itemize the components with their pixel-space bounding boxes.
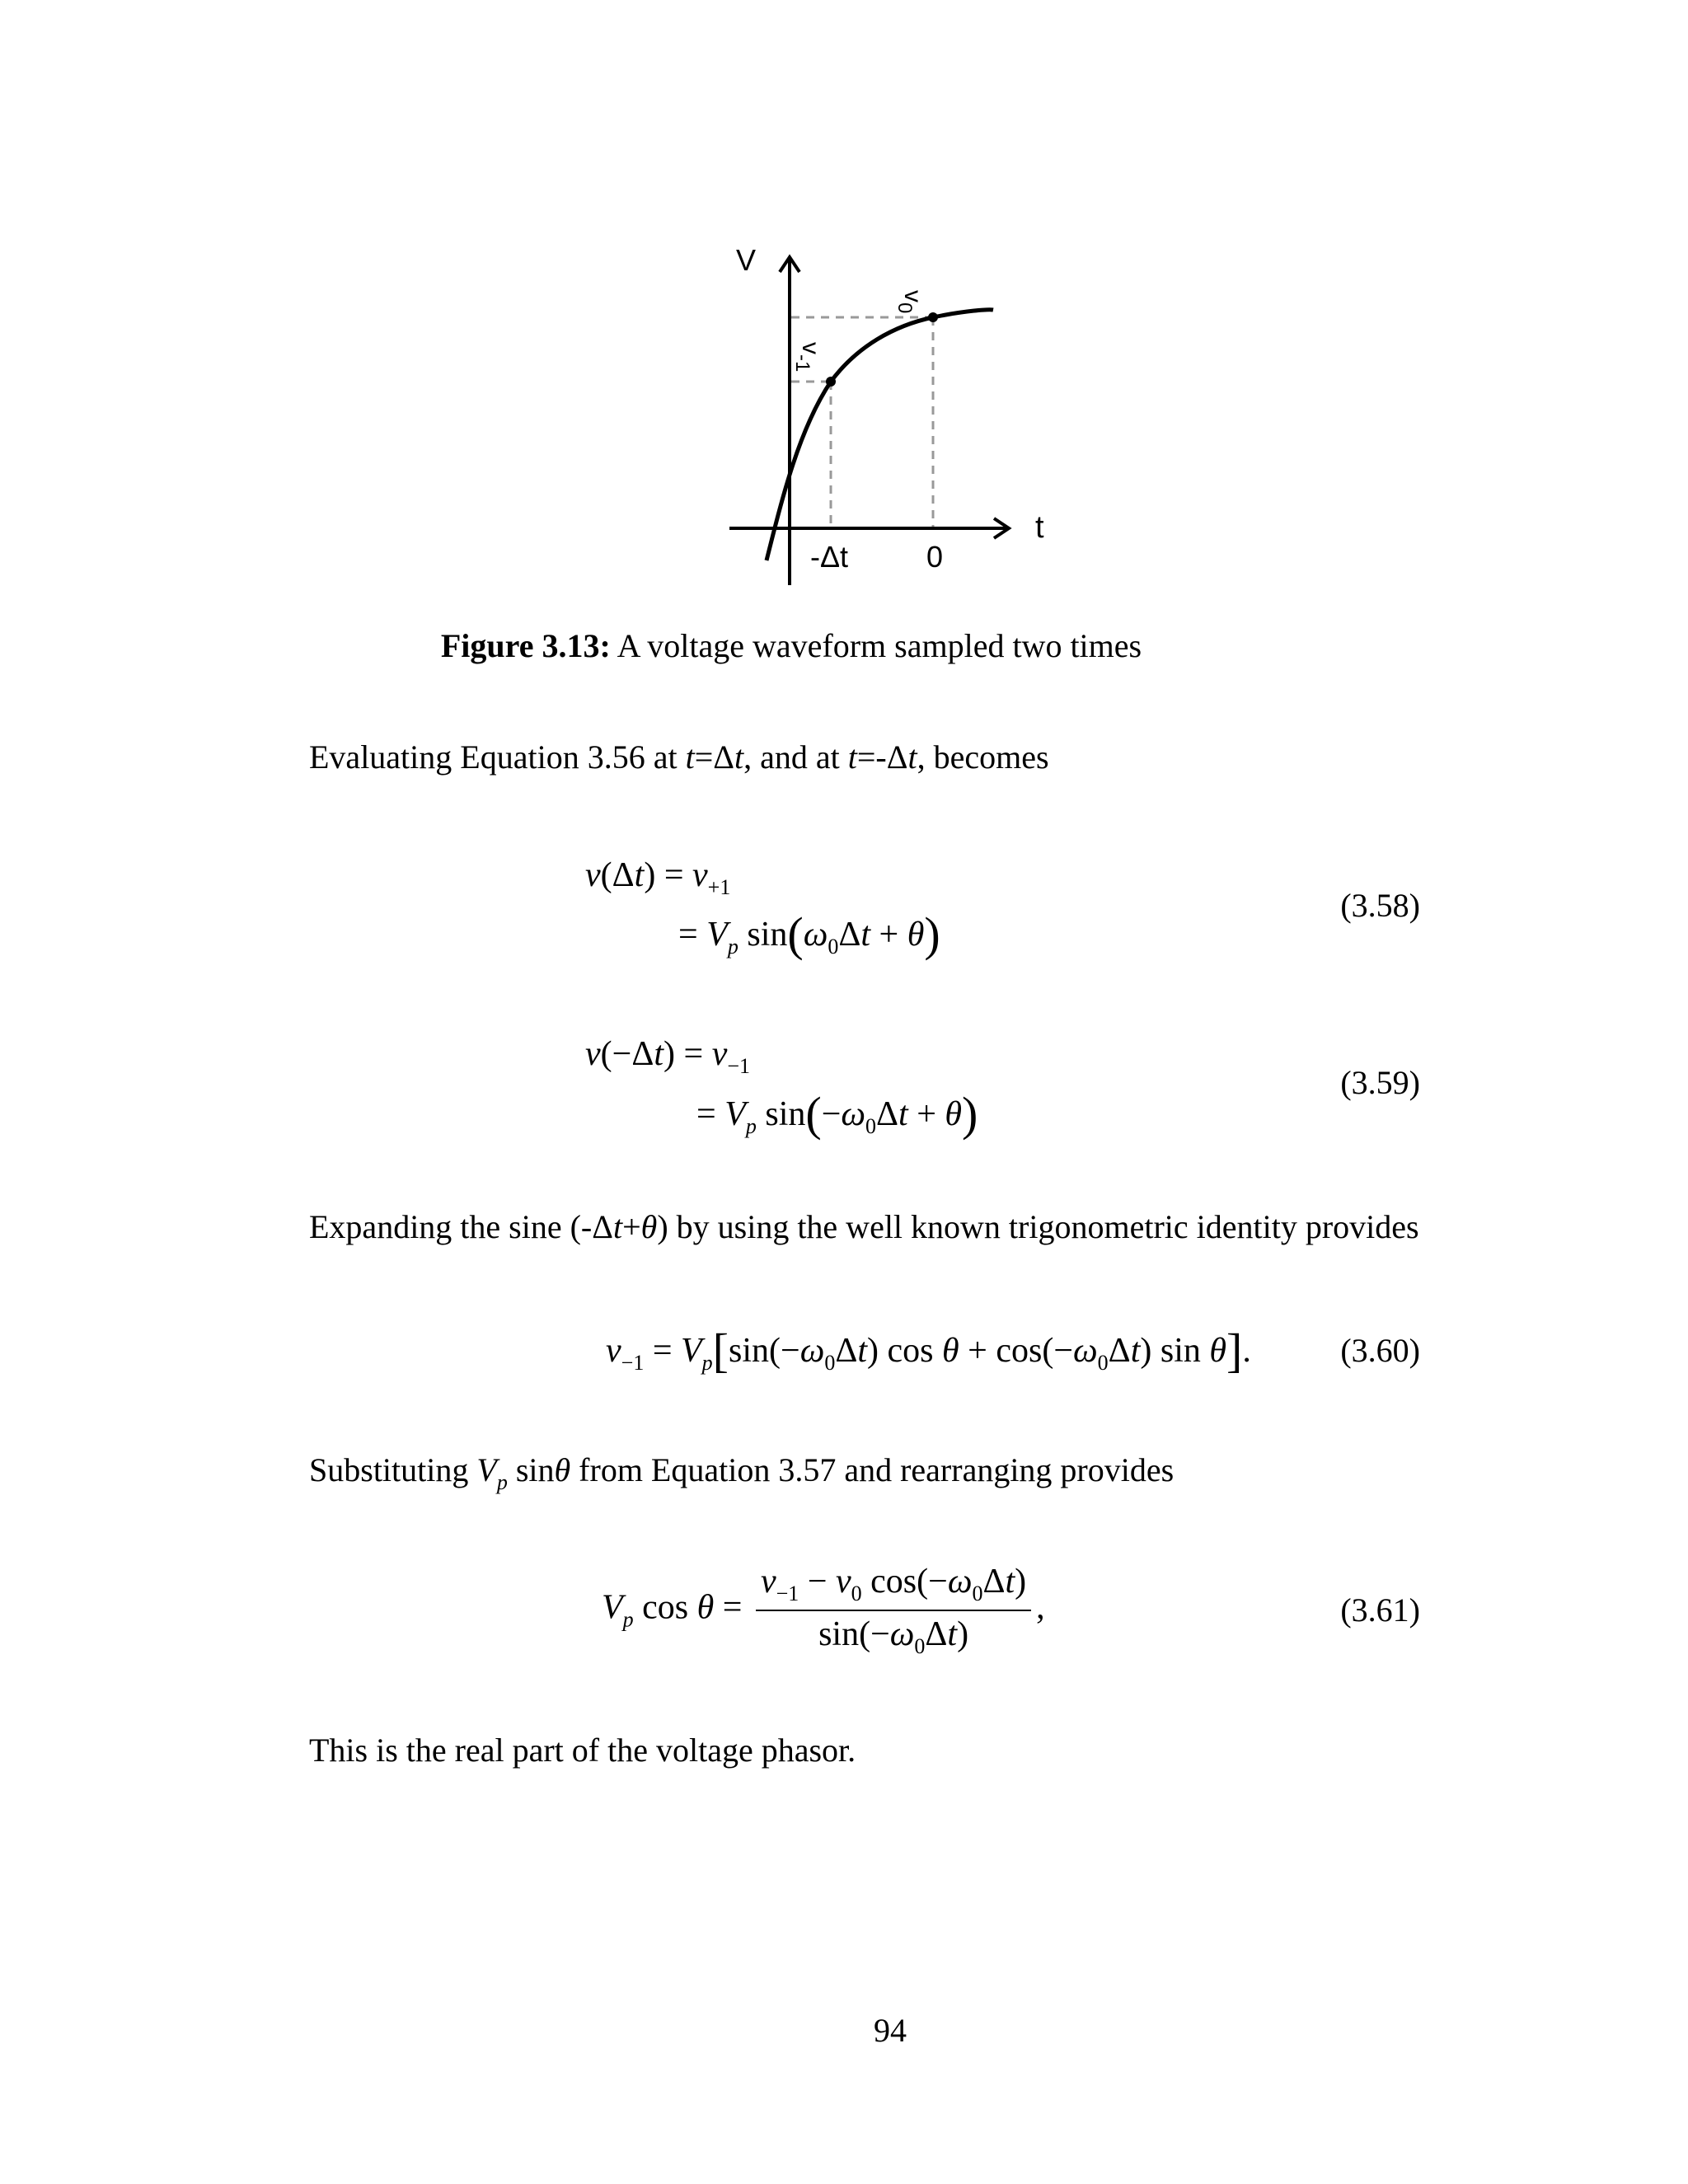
tick-label-zero: 0 — [926, 540, 944, 574]
p1-t-1: t — [685, 738, 695, 776]
p2-text-b: + — [622, 1208, 641, 1245]
p1-t-2: t — [734, 738, 744, 776]
p3-V: V — [476, 1451, 497, 1488]
label-v0: $v_0$ — [893, 290, 926, 314]
p2-text-a: Expanding the sine (-Δ — [309, 1208, 613, 1245]
p3-text-a: Substituting — [309, 1451, 477, 1488]
figure-caption — [0, 626, 1582, 665]
caption-label: Figure 3.13: — [440, 627, 611, 664]
label-vm1: $v_{-1}$ — [791, 342, 824, 373]
p1-text-c: , and at — [743, 738, 848, 776]
p2-theta: θ — [640, 1208, 658, 1245]
p2-t: t — [612, 1208, 623, 1245]
eq-3-61-number: (3.61) — [1340, 1591, 1420, 1629]
caption-text: A voltage waveform sampled two times — [617, 627, 1142, 664]
eq-3-60-number: (3.60) — [1340, 1332, 1420, 1369]
p3-p: p — [496, 1470, 508, 1494]
eq-3-60: $v_{-1} = V_p[\sin(-\omega_0\Delta t)$ $\cos \theta + \cos(-\omega_0\Delta t)$ sin θ]. — [606, 1324, 1251, 1377]
eq-3-59-line-1: $v(-\Delta t) = v_{-1}$ — [585, 1035, 751, 1078]
p1-t-3: t — [847, 738, 857, 776]
p1-text-a: Evaluating Equation 3.56 at — [309, 738, 686, 776]
waveform-figure — [0, 0, 1688, 626]
p3-text-b: sin — [507, 1451, 555, 1488]
p3-theta: θ — [554, 1451, 571, 1488]
p1-text-e: , becomes — [917, 738, 1049, 776]
v-axis-label: V — [736, 243, 757, 277]
p1-text-d: =-Δ — [856, 738, 908, 776]
eq-3-58-number: (3.58) — [1340, 887, 1420, 924]
paragraph-substituting — [309, 1451, 1174, 1495]
p3-text-c: from Equation 3.57 and rearranging provides — [570, 1451, 1175, 1488]
p1-t-4: t — [907, 738, 917, 776]
paragraph-evaluating — [309, 738, 1049, 776]
sample-point-v0 — [928, 312, 938, 322]
paragraph-expanding — [309, 1207, 1419, 1246]
sample-point-vm1 — [826, 377, 836, 387]
eq-3-59-line-2: = $V_p$ $\sin(-\omega_0\Delta t + \theta)$ — [696, 1087, 978, 1141]
p2-text-c: ) by using the well known trigonometric identity provides — [657, 1208, 1419, 1245]
paragraph-real-part: This is the real part of the voltage phasor. — [309, 1732, 856, 1769]
tick-label-neg-dt: -Δt — [810, 540, 849, 574]
eq-3-58-line-1: $v(\Delta t) = v_{+1}$ — [585, 856, 731, 899]
eq-3-61: $V_p$ cos θ = $\frac{v_{-1} - v_0 \cos(-\omega_0\Delta t)}{\sin(-\omega_0\Delta t)}$ , — [602, 1563, 1045, 1658]
p1-text-b: =Δ — [694, 738, 734, 776]
eq-3-59-number: (3.59) — [1340, 1064, 1420, 1101]
page-number: 94 — [874, 2012, 907, 2049]
eq-3-58-line-2: = $V_p$ $\sin(\omega_0\Delta t + \theta)$ — [678, 907, 940, 961]
t-axis-label: t — [1035, 510, 1044, 545]
